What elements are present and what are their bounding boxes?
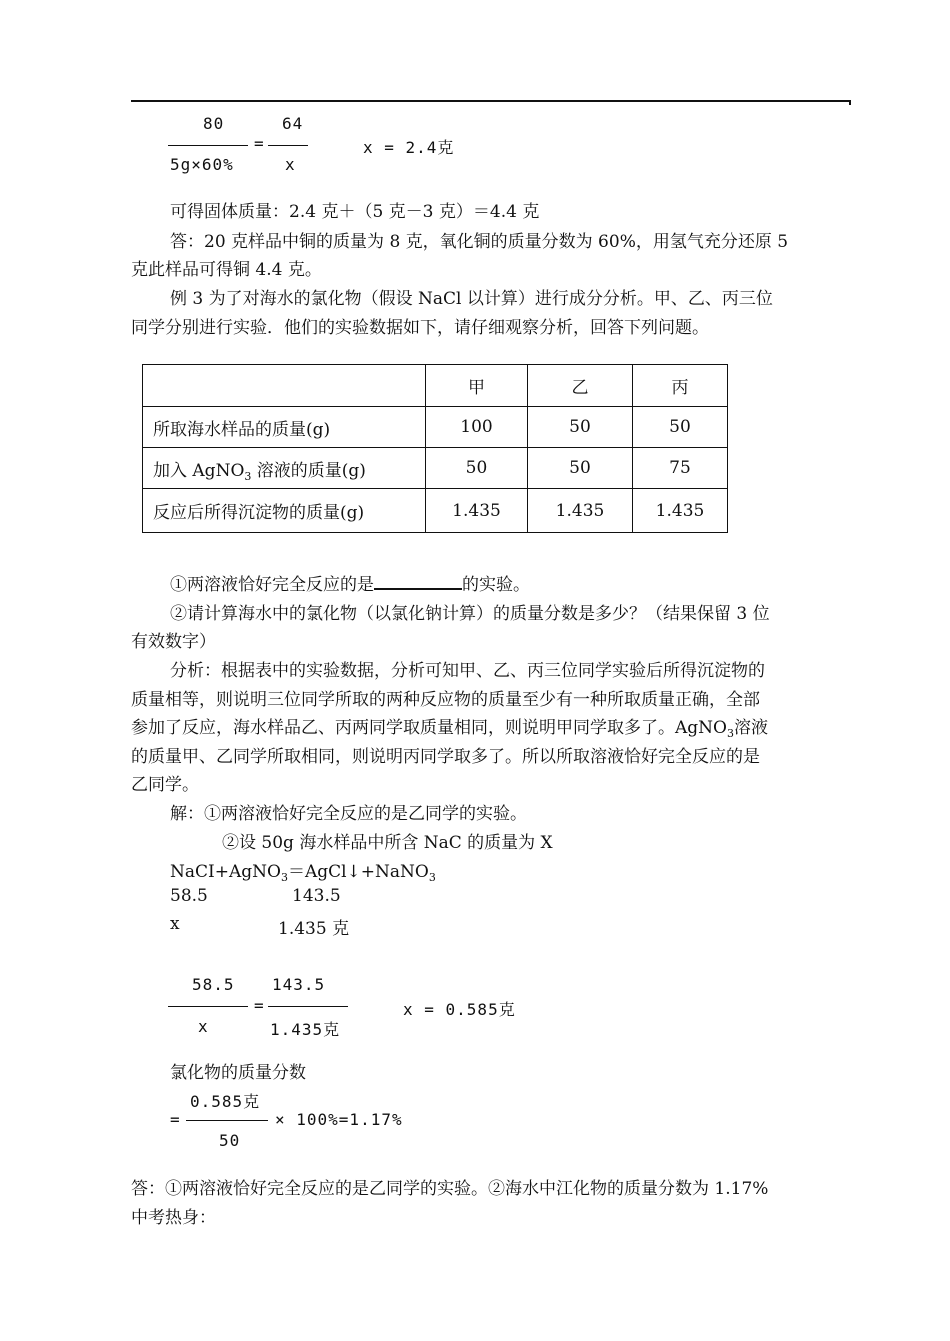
frac2-bar-right (268, 1006, 348, 1007)
question-1 (170, 570, 530, 595)
frac2-denominator-left: x (198, 1017, 209, 1036)
table-cell: 1.435 (426, 489, 528, 533)
analysis-line-3-subscript: 3 (726, 727, 734, 740)
header-rule-tick (849, 100, 851, 105)
analysis-line-4: 的质量甲、乙同学所取相同，则说明丙同学取多了。所以所取溶液恰好完全反应的是 (131, 747, 760, 767)
table-row-label: 反应后所得沉淀物的质量(g) (143, 489, 426, 533)
table-row-label: 所取海水样品的质量(g) (143, 407, 426, 448)
frac1-denominator-right: x (285, 155, 296, 174)
frac3-denominator: 50 (219, 1131, 241, 1150)
unknown-mass-left: x (170, 914, 180, 934)
table-header-cell: 乙 (528, 365, 633, 407)
analysis-line-2: 质量相等，则说明三位同学所取的两种反应物的质量至少有一种所取质量正确，全部 (131, 690, 760, 710)
chemical-equation (170, 857, 436, 882)
question-2-line-1: ②请计算海水中的氯化物（以氯化钠计算）的质量分数是多少？（结果保留 3 位 (170, 604, 770, 624)
table-row-label-post: 溶液的质量(g) (251, 460, 366, 481)
question-1-pre: ①两溶液恰好完全反应的是 (170, 575, 374, 595)
frac2-equals: = (254, 996, 265, 1015)
frac1-result: x = 2.4克 (363, 138, 455, 157)
analysis-line-3 (131, 713, 768, 738)
frac1-numerator-left: 80 (203, 114, 225, 133)
example3-line-2: 同学分别进行实验．他们的实验数据如下，请仔细观察分析，回答下列问题。 (131, 318, 709, 338)
answer-line-2: 克此样品可得铜 4.4 克。 (131, 260, 322, 280)
table-header-cell: 甲 (426, 365, 528, 407)
frac1-equals: = (254, 134, 265, 153)
table-row-label (143, 448, 426, 489)
frac3-bar (186, 1120, 268, 1121)
table-row-label-subscript: 3 (244, 469, 252, 483)
answer-line-1: 答：20 克样品中铜的质量为 8 克，氧化铜的质量分数为 60%，用氢气充分还原 5 (170, 232, 789, 252)
equation-subscript-1: 3 (280, 871, 288, 884)
table-cell: 50 (426, 448, 528, 489)
table-row (143, 407, 728, 448)
table-cell: 50 (528, 407, 633, 448)
mass-fraction-label: 氯化物的质量分数 (170, 1063, 306, 1083)
table-cell: 50 (528, 448, 633, 489)
molar-mass-right: 143.5 (292, 886, 341, 906)
frac2-result: x = 0.585克 (403, 1000, 516, 1019)
table-cell: 1.435 (633, 489, 728, 533)
table-cell: 1.435 (528, 489, 633, 533)
analysis-line-5: 乙同学。 (131, 775, 199, 795)
frac2-bar-left (168, 1006, 248, 1007)
solution-line-1: 解：①两溶液恰好完全反应的是乙同学的实验。 (170, 804, 527, 824)
frac1-denominator-left: 5g×60% (170, 155, 234, 174)
solid-mass-line: 可得固体质量：2.4 克＋（5 克－3 克）＝4.4 克 (170, 202, 540, 222)
equation-subscript-2: 3 (428, 871, 436, 884)
table-row (143, 448, 728, 489)
header-rule (131, 100, 851, 102)
equation-products: ＝AgCl↓+NaNO (287, 862, 429, 882)
question-1-post: 的实验。 (462, 575, 530, 595)
answer-blank (374, 572, 462, 590)
solution-line-2: ②设 50g 海水样品中所含 NaC 的质量为 X (222, 833, 553, 853)
frac2-numerator-right: 143.5 (272, 975, 326, 994)
table-corner-cell (143, 365, 426, 407)
frac2-denominator-right: 1.435克 (270, 1020, 341, 1039)
table-row-label-pre: 加入 AgNO (153, 460, 245, 481)
analysis-line-3-post: 溶液 (733, 718, 768, 738)
table-row (143, 489, 728, 533)
example3-line-1: 例 3 为了对海水的氯化物（假设 NaCl 以计算）进行成分分析。甲、乙、丙三位 (170, 289, 773, 309)
analysis-line-1: 分析：根据表中的实验数据，分析可知甲、乙、丙三位同学实验后所得沉淀物的 (170, 661, 765, 681)
table-header-row (143, 365, 728, 407)
frac3-numerator: 0.585克 (190, 1092, 261, 1111)
molar-mass-left: 58.5 (170, 886, 208, 906)
table-cell: 50 (633, 407, 728, 448)
final-answer: 答：①两溶液恰好完全反应的是乙同学的实验。②海水中江化物的质量分数为 1.17% (131, 1179, 769, 1199)
frac1-numerator-right: 64 (282, 114, 304, 133)
frac3-equals: = (170, 1110, 181, 1129)
unknown-mass-right: 1.435 克 (278, 919, 350, 939)
question-2-line-2: 有效数字） (131, 632, 216, 652)
section-footer: 中考热身： (131, 1208, 216, 1228)
table-cell: 100 (426, 407, 528, 448)
table-cell: 75 (633, 448, 728, 489)
frac1-bar-right (268, 145, 308, 146)
frac2-numerator-left: 58.5 (192, 975, 235, 994)
table-header-cell: 丙 (633, 365, 728, 407)
equation-reactants: NaCI+AgNO (170, 862, 281, 882)
frac1-bar-left (168, 145, 248, 146)
analysis-line-3-pre: 参加了反应，海水样品乙、丙两同学取质量相同，则说明甲同学取多了。AgNO (131, 718, 727, 738)
experiment-data-table (142, 364, 728, 533)
frac3-rest: × 100%=1.17% (275, 1110, 403, 1129)
